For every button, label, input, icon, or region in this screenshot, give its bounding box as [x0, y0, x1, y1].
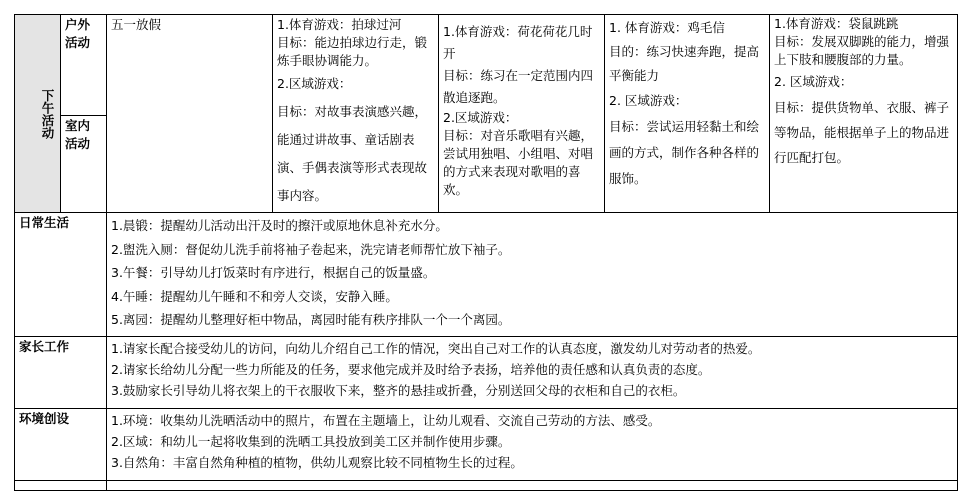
day3-line: 1.体育游戏：荷花荷花几时开 — [443, 24, 593, 61]
daily-life-item: 4.午睡：提醒幼儿午睡和不和旁人交谈，安静入睡。 — [111, 288, 398, 304]
parent-work-content — [107, 337, 958, 409]
day-cell-4 — [605, 15, 770, 213]
environment-label: 环境创设 — [15, 409, 107, 481]
day-cell-1 — [107, 15, 273, 213]
next-row-label-cell — [15, 481, 107, 491]
outdoor-label: 户外活动 — [61, 15, 107, 116]
day5-line: 1.体育游戏：袋鼠跳跳 — [774, 16, 899, 31]
day2-line: 2.区域游戏： — [277, 76, 352, 91]
indoor-label: 室内活动 — [61, 116, 107, 213]
daily-life-item: 1.晨锻：提醒幼儿活动出汗及时的擦汗或原地休息补充水分。 — [111, 218, 448, 233]
parent-work-item: 3.鼓励家长引导幼儿将衣架上的干衣服收下来，整齐的悬挂或折叠，分别送回父母的衣柜和自己的衣柜。 — [111, 383, 686, 398]
day5-line: 目标：提供货物单、衣服、裤子等物品，能根据单子上的物品进行匹配打包。 — [774, 100, 950, 165]
day4-line: 目的：练习快速奔跑，提高平衡能力 — [609, 44, 760, 83]
day2-line: 目标：对故事表演感兴趣，能通过讲故事、童话剧表演、手偶表演等形式表现故事内容。 — [277, 104, 428, 203]
day-cell-3 — [439, 15, 605, 213]
environment-item: 3.自然角：丰富自然角种植的植物，供幼儿观察比较不同植物生长的过程。 — [111, 455, 523, 470]
daily-life-item: 5.离园：提醒幼儿整理好柜中物品，离园时能有秩序排队一个一个离园。 — [111, 312, 511, 327]
environment-item: 2.区域：和幼儿一起将收集到的洗晒工具投放到美工区并制作使用步骤。 — [111, 434, 511, 449]
day3-line: 目标：练习在一定范围内四散追逐跑。 — [443, 68, 594, 105]
daily-life-row — [15, 213, 958, 337]
day-cell-2 — [273, 15, 439, 213]
parent-work-item: 1.请家长配合接受幼儿的访问，向幼儿介绍自己工作的情况，突出自己对工作的认真态度，激发幼儿对劳动者的热爱。 — [111, 341, 761, 356]
parent-work-item: 2.请家长给幼儿分配一些力所能及的任务，要求他完成并及时给予表扬，培养他的责任感和认真负责的态度。 — [111, 362, 711, 377]
daily-life-item: 3.午餐：引导幼儿打饭菜时有序进行，根据自己的饭量盛。 — [111, 265, 436, 280]
day4-line: 目标：尝试运用轻黏土和绘画的方式，制作各种各样的服饰。 — [609, 119, 760, 186]
environment-row — [15, 409, 958, 481]
day3-line: 目标：对音乐歌唱有兴趣，尝试用独唱、小组唱、对唱的方式来表现对歌唱的喜欢。 — [443, 128, 594, 197]
daily-life-item: 2.盥洗入厕：督促幼儿洗手前将袖子卷起来，洗完请老师帮忙放下袖子。 — [111, 241, 511, 257]
day2-line: 1.体育游戏：拍球过河 — [277, 17, 402, 32]
environment-item: 1.环境：收集幼儿洗晒活动中的照片，布置在主题墙上，让幼儿观看、交流自己劳动的方法、感受。 — [111, 413, 661, 428]
parent-work-row — [15, 337, 958, 409]
afternoon-section-label: 下午活动 — [15, 15, 61, 213]
day-cell-5 — [770, 15, 958, 213]
weekly-plan-table — [14, 14, 958, 491]
day5-line: 2. 区域游戏： — [774, 74, 853, 89]
daily-life-label: 日常生活 — [15, 213, 107, 337]
daily-life-content — [107, 213, 958, 337]
day4-line: 1. 体育游戏：鸡毛信 — [609, 20, 725, 35]
day4-line: 2. 区域游戏： — [609, 93, 688, 108]
parent-work-label: 家长工作 — [15, 337, 107, 409]
afternoon-outdoor-row — [15, 15, 958, 116]
day1-line: 五一放假 — [111, 17, 162, 32]
next-row-content-cell — [107, 481, 958, 491]
day3-line: 2.区域游戏： — [443, 110, 518, 125]
day5-line: 目标：发展双脚跳的能力，增强上下肢和腰腹部的力量。 — [774, 34, 950, 67]
day2-line: 目标：能边拍球边行走，锻炼手眼协调能力。 — [277, 35, 428, 68]
environment-content — [107, 409, 958, 481]
next-row-partial — [15, 481, 958, 491]
